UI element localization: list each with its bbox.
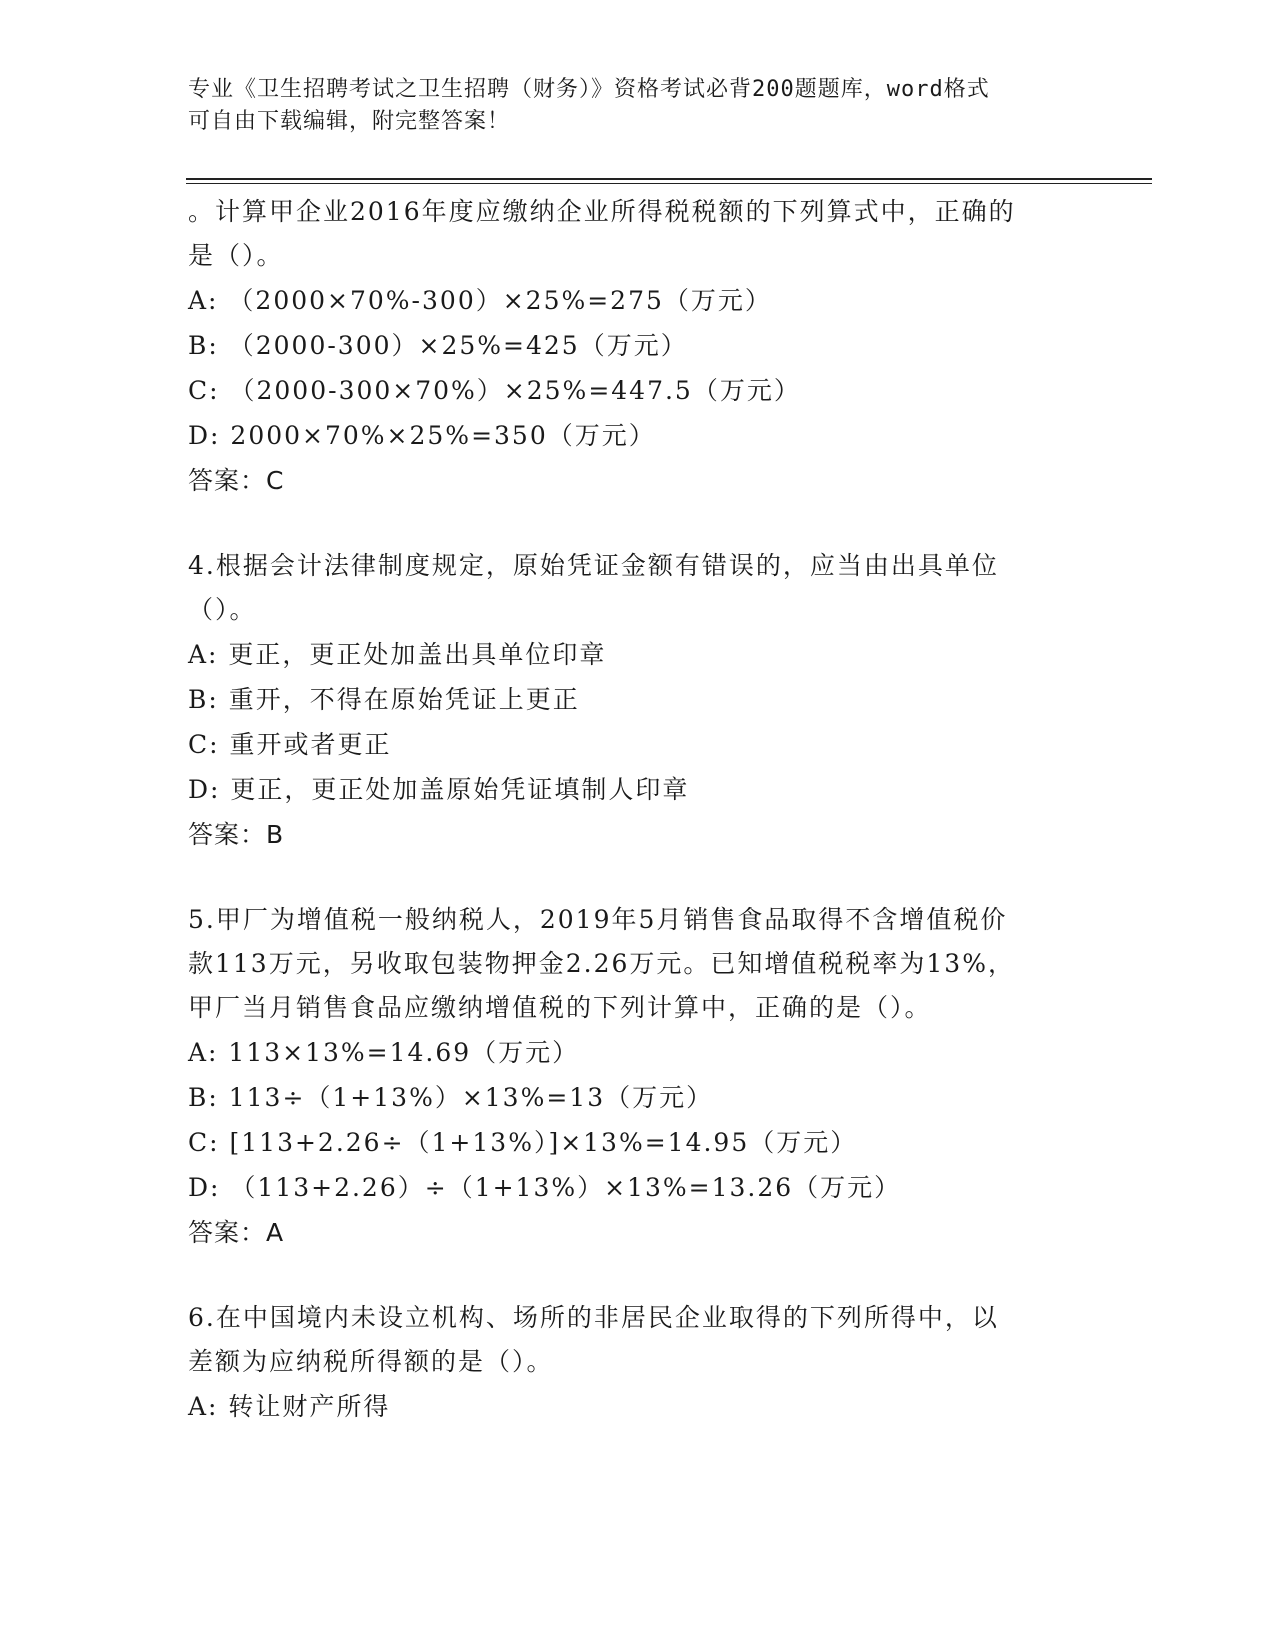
option-a: A: 113×13%=14.69（万元） — [188, 1038, 580, 1067]
header-rule-thick — [186, 178, 1152, 180]
document-body — [188, 190, 1088, 1429]
spacer — [188, 858, 1088, 898]
question-text: 。计算甲企业2016年度应缴纳企业所得税税额的下列算式中，正确的 — [188, 197, 1016, 226]
answer: 答案：A — [188, 1218, 285, 1247]
question-6 — [188, 1296, 1088, 1429]
question-text: 款113万元，另收取包装物押金2.26万元。已知增值税税率为13%， — [188, 949, 1015, 978]
question-text: 是（）。 — [188, 241, 284, 270]
question-3 — [188, 190, 1088, 504]
option-c: C: [113+2.26÷（1+13%）]×13%=14.95（万元） — [188, 1128, 858, 1157]
option-a: A: 转让财产所得 — [188, 1392, 391, 1421]
spacer — [188, 504, 1088, 544]
option-d: D: （113+2.26）÷（1+13%）×13%=13.26（万元） — [188, 1173, 902, 1202]
option-b: B: 重开，不得在原始凭证上更正 — [188, 685, 580, 714]
option-a: A: 更正，更正处加盖出具单位印章 — [188, 640, 607, 669]
question-text: 差额为应纳税所得额的是（）。 — [188, 1347, 554, 1376]
option-c: C: 重开或者更正 — [188, 730, 392, 759]
question-4 — [188, 544, 1088, 858]
answer: 答案：C — [188, 466, 285, 495]
option-d: D: 2000×70%×25%=350（万元） — [188, 421, 656, 450]
question-text: 5.甲厂为增值税一般纳税人，2019年5月销售食品取得不含增值税价 — [188, 905, 1008, 934]
option-b: B: （2000-300）×25%=425（万元） — [188, 331, 688, 360]
answer: 答案：B — [188, 820, 285, 849]
header-line-1: 专业《卫生招聘考试之卫生招聘（财务）》资格考试必背200题题库，word格式 — [188, 77, 990, 102]
header-line-2: 可自由下载编辑，附完整答案！ — [188, 109, 511, 134]
header-rule-thin — [186, 183, 1152, 184]
question-text: 甲厂当月销售食品应缴纳增值税的下列计算中，正确的是（）。 — [188, 993, 932, 1022]
option-c: C: （2000-300×70%）×25%=447.5（万元） — [188, 376, 801, 405]
spacer — [188, 1256, 1088, 1296]
question-text: 4.根据会计法律制度规定，原始凭证金额有错误的，应当由出具单位 — [188, 551, 999, 580]
question-text: （）。 — [188, 595, 257, 624]
option-b: B: 113÷（1+13%）×13%=13（万元） — [188, 1083, 714, 1112]
document-header — [188, 74, 1088, 138]
question-5 — [188, 898, 1088, 1256]
question-text: 6.在中国境内未设立机构、场所的非居民企业取得的下列所得中，以 — [188, 1303, 999, 1332]
option-a: A: （2000×70%-300）×25%=275（万元） — [188, 286, 772, 315]
option-d: D: 更正，更正处加盖原始凭证填制人印章 — [188, 775, 690, 804]
